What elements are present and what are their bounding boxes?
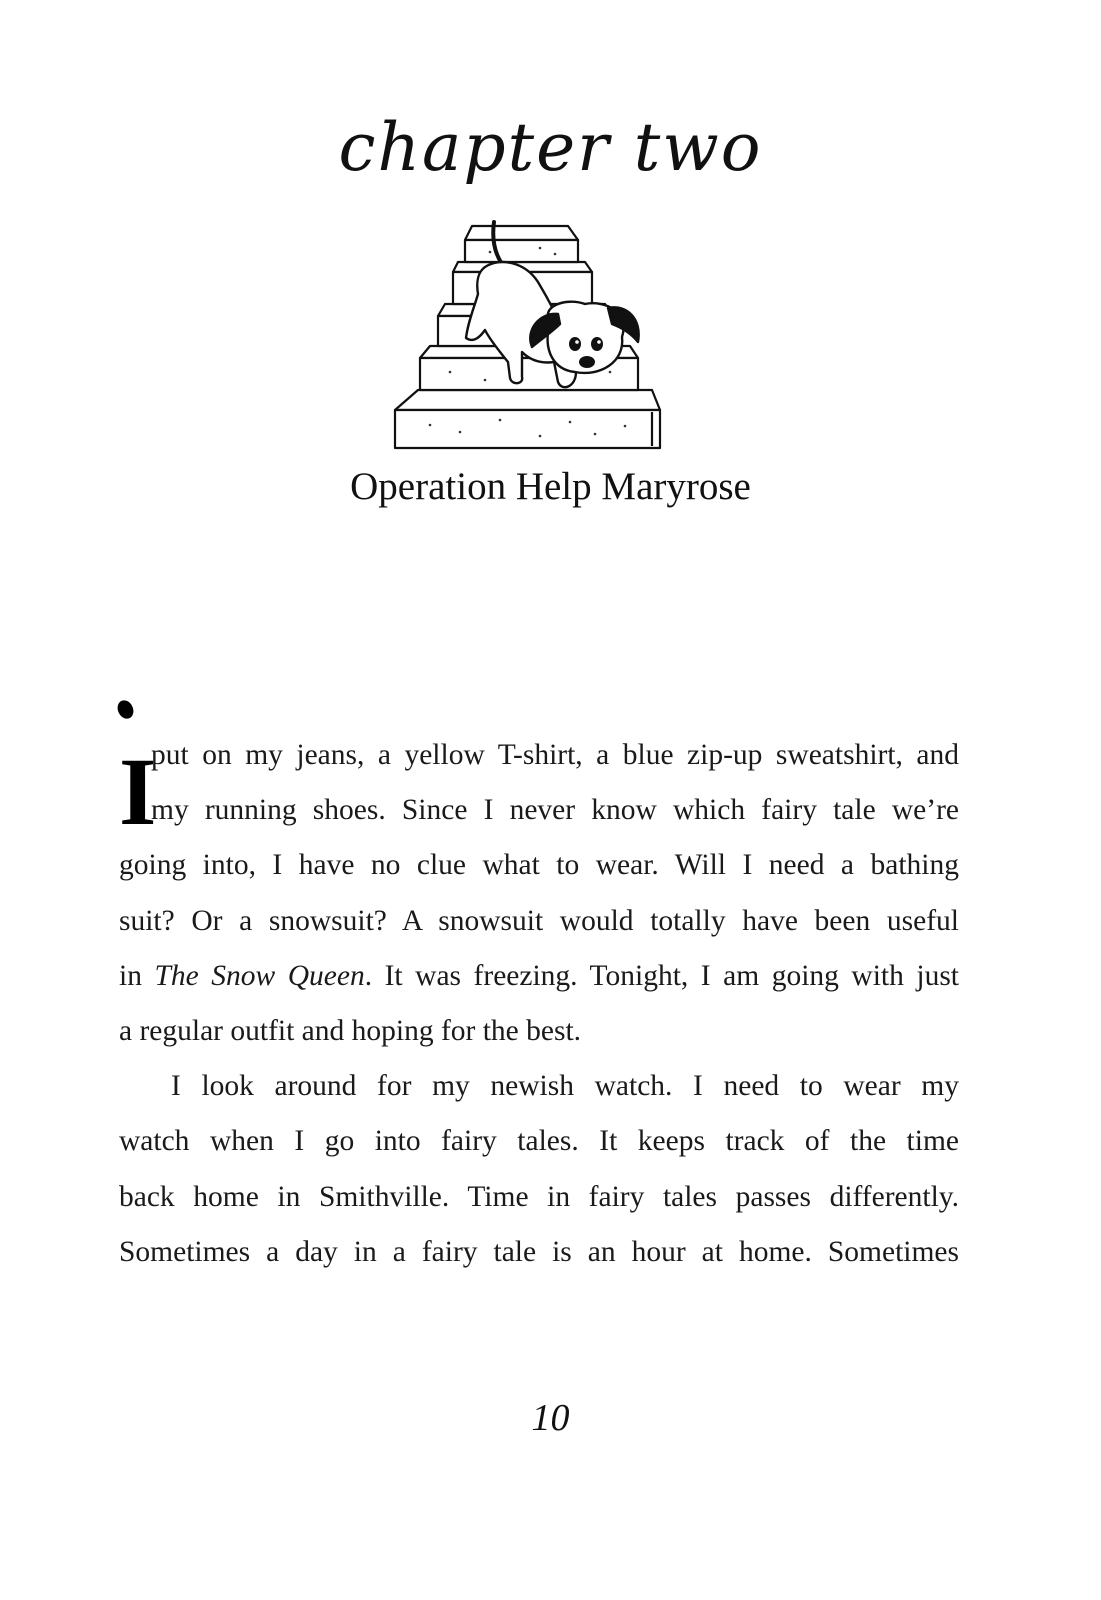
text-line: Sometimes a day in a fairy tale is an hour at home. Sometimes [119,1235,959,1268]
paragraph-2 [119,1059,959,1280]
paragraph-1 [119,728,959,1059]
chapter-heading: chapter two [338,109,763,186]
text-line: a regular outfit and hoping for the best. [119,1015,582,1048]
drop-cap: I [119,738,157,845]
drop-cap-ornament [115,698,137,722]
text-line: watch when I go into fairy tales. It keeps track of the time [119,1125,959,1158]
text-line: in The Snow Queen. It was freezing. Tonight, I am going with just [119,959,960,992]
text-line: suit? Or a snowsuit? A snowsuit would totally have been useful [119,904,959,937]
text-line: put on my jeans, a yellow T-shirt, a blue zip-up sweatshirt, and [151,739,959,771]
text-line: back home in Smithville. Time in fairy tales passes differently. [119,1180,959,1213]
body-text [119,728,959,1280]
text-line: going into, I have no clue what to wear. Will I need a bathing [119,849,959,882]
book-title-italic: The Snow Queen [154,959,365,992]
chapter-title: Operation Help Maryrose [350,465,751,508]
text-line: I look around for my newish watch. I need to wear my [171,1070,959,1103]
text-line: my running shoes. Since I never know which fairy tale we’re [151,794,959,827]
page-number: 10 [531,1397,570,1439]
puppy-on-stairs-illustration [390,212,680,462]
